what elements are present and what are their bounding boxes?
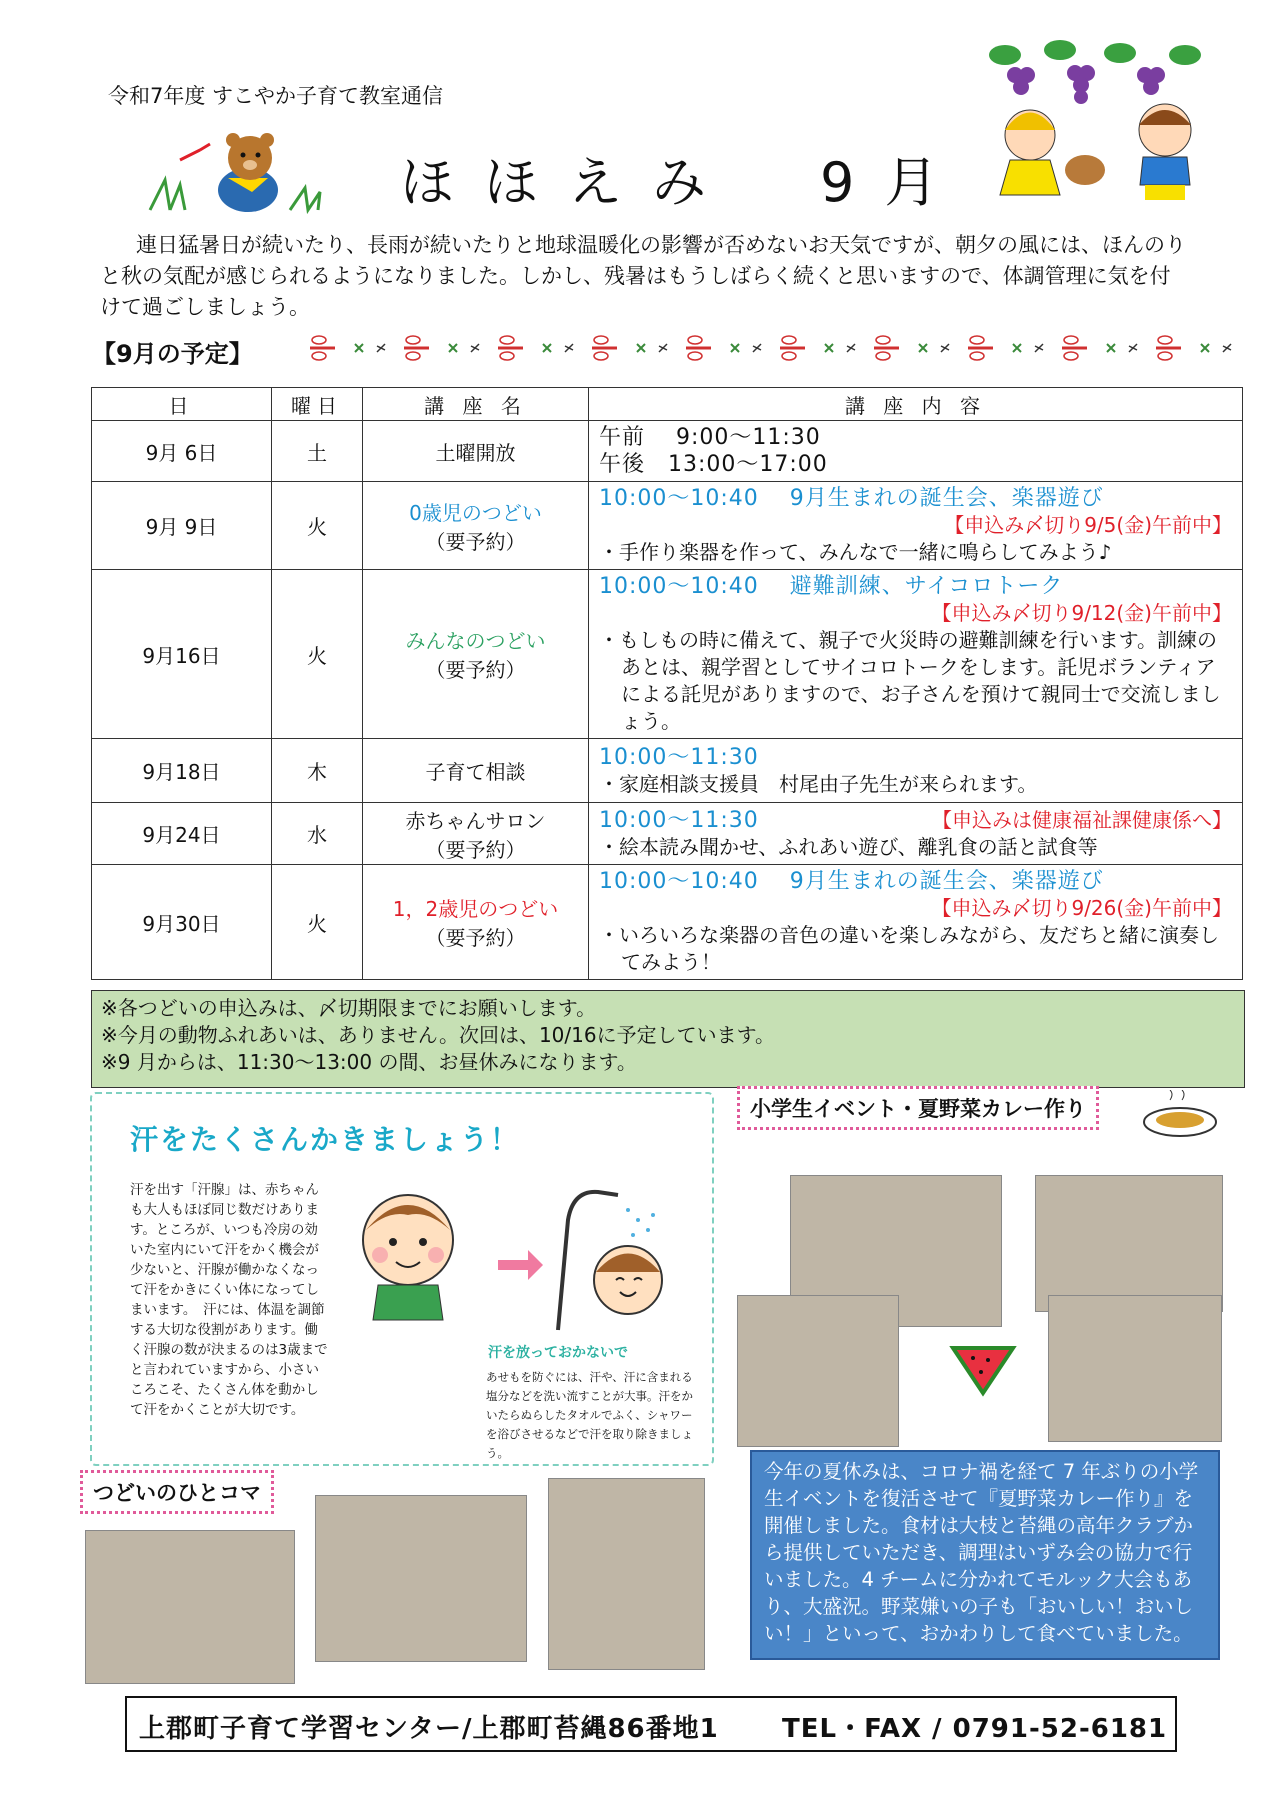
row-time-line [599, 807, 1232, 834]
row-deadline: 【申込み〆切り9/5(金)午前中】 [944, 513, 1232, 537]
row-morning: 午前 9:00～11:30 [599, 425, 821, 450]
row-content [589, 739, 1243, 803]
note-line: ※9 月からは、11:30～13:00 の間、お昼休みになります。 [101, 1050, 637, 1074]
snapshot-photo-garden [315, 1495, 527, 1662]
row-date: 9月16日 [92, 570, 272, 739]
row-deadline: 【申込み〆切り9/12(金)午前中】 [931, 601, 1232, 625]
row-content [589, 570, 1243, 739]
row-day: 火 [272, 482, 363, 570]
row-date: 9月 9日 [92, 482, 272, 570]
row-course [363, 803, 589, 865]
row-content [589, 803, 1243, 865]
kids-grape-illustration [975, 35, 1225, 205]
column-header-course: 講 座 名 [363, 388, 589, 421]
course-name: 1，2歳児のつどい [392, 897, 559, 921]
course-name: 0歳児のつどい [409, 500, 542, 525]
row-content [589, 482, 1243, 570]
row-day: 火 [272, 865, 363, 980]
row-deadline: 【申込みは健康福祉課健康係へ】 [932, 807, 1232, 832]
row-afternoon: 午後 13:00～17:00 [599, 452, 828, 477]
sweat-subtitle: 汗を放っておかないで [488, 1345, 628, 1361]
row-content [589, 865, 1243, 980]
row-description: ・絵本読み聞かせ、ふれあい遊び、離乳食の話と試食等 [599, 834, 1098, 859]
bear-illustration [140, 130, 330, 215]
row-description: ・もしもの時に備えて、親子で火災時の避難訓練を行います。訓練のあとは、親学習としてサイコロトークをします。託児ボランティアによる託児がありますので、お子さんを預けて親同士で交流しましょう。 [599, 628, 1221, 733]
row-day: 土 [272, 421, 363, 482]
footer-contact [125, 1696, 1177, 1752]
note-line: ※今月の動物ふれあいは、ありません。次回は、10/16に予定しています。 [101, 1023, 775, 1047]
note-line: ※各つどいの申込みは、〆切期限までにお願いします。 [101, 996, 597, 1020]
row-deadline: 【申込み〆切り9/26(金)午前中】 [931, 896, 1232, 920]
event-photo-kitchen [737, 1295, 899, 1447]
event-tag: 小学生イベント・夏野菜カレー作り [737, 1086, 1099, 1130]
column-header-day: 曜日 [272, 388, 363, 421]
newsletter-subtitle: 令和7年度 すこやか子育て教室通信 [108, 84, 444, 108]
column-header-date: 日 [92, 388, 272, 421]
row-date: 9月30日 [92, 865, 272, 980]
snapshot-photo-room [85, 1530, 295, 1684]
course-name: みんなのつどい [405, 629, 546, 653]
row-time: 10:00～11:30 [599, 807, 759, 833]
course-name: 赤ちゃんサロン [405, 808, 546, 833]
intro-paragraph: 連日猛暑日が続いたり、長雨が続いたりと地球温暖化の影響が否めないお天気ですが、朝夕の風には、ほんのりと秋の気配が感じられるようになりました。しかし、残暑はもうしばらく続くと思いますので、体調管理に気を付けて過ごしましょう。 [100, 233, 1186, 319]
row-content [589, 421, 1243, 482]
sweat-title: 汗をたくさんかきましょう！ [130, 1123, 521, 1156]
table-row [92, 865, 1243, 980]
row-course [363, 865, 589, 980]
row-time: 10:00～10:40 9月生まれの誕生会、楽器遊び [599, 869, 1104, 894]
column-header-content: 講 座 内 容 [589, 388, 1243, 421]
row-course: 子育て相談 [363, 739, 589, 803]
table-row [92, 482, 1243, 570]
reserve-note: （要予約） [425, 837, 526, 862]
row-date: 9月 6日 [92, 421, 272, 482]
curry-icon [1140, 1090, 1220, 1140]
sweat-subtext: あせもを防ぐには、汗や、汗に含まれる塩分などを洗い流すことが大事。汗をかいたらぬらしたタオルでふく、シャワーを浴びさせるなどで汗を取り除きましょう。 [486, 1370, 693, 1460]
footer-phone: TEL・FAX / 0791-52-6181 [782, 1714, 1168, 1744]
event-photo-eating [1048, 1295, 1222, 1442]
row-date: 9月24日 [92, 803, 272, 865]
table-header-row [92, 388, 1243, 421]
row-course [363, 482, 589, 570]
row-day: 木 [272, 739, 363, 803]
row-description: ・いろいろな楽器の音色の違いを楽しみながら、友だちと緒に演奏してみよう！ [599, 923, 1219, 974]
row-time: 10:00～10:40 避難訓練、サイコロトーク [599, 574, 1064, 599]
reserve-note: （要予約） [425, 529, 526, 554]
row-date: 9月18日 [92, 739, 272, 803]
event-photo-hall [1035, 1175, 1223, 1312]
snapshot-photo-pool [548, 1478, 705, 1670]
row-course: 土曜開放 [363, 421, 589, 482]
table-row [92, 739, 1243, 803]
event-description: 今年の夏休みは、コロナ禍を経て 7 年ぶりの小学生イベントを復活させて『夏野菜カレー作り』を開催しました。食材は大枝と苔縄の高年クラブから提供していただき、調理はいずみ会の協力で行いました。4 チームに分かれてモルック大会もあり、大盛況。野菜嫌いの子も「おいしい！おいしい！」といって、おかわりして食べていました。 [750, 1450, 1220, 1660]
schedule-heading: 【9月の予定】 [92, 340, 253, 368]
newsletter-title: ほほえみ 9月 [400, 151, 969, 214]
row-description: ・家庭相談支援員 村尾由子先生が来られます。 [599, 771, 1038, 796]
row-day: 火 [272, 570, 363, 739]
row-time: 10:00～11:30 [599, 744, 759, 770]
sweat-text: 汗を出す「汗腺」は、赤ちゃんも大人もほぼ同じ数だけあります。ところが、いつも冷房の効いた室内にいて汗をかく機会が少ないと、汗腺が働かなくなって汗をかきにくい体になってしまいます。 汗には、体温を調節する大切な役割があります。働く汗腺の数が決まるのは3歳までと言われていますから、小さいころこそ、たくさん体を動かして汗をかくことが大切です。 [130, 1182, 328, 1418]
dragonfly-border-icon [305, 330, 1235, 366]
row-time: 10:00～10:40 9月生まれの誕生会、楽器遊び [599, 486, 1104, 511]
table-row [92, 421, 1243, 482]
schedule-table [91, 387, 1243, 980]
table-row [92, 570, 1243, 739]
footer-address: 上郡町子育て学習センター/上郡町苔縄86番地1 [139, 1714, 719, 1744]
watermelon-icon [948, 1338, 1018, 1398]
child-shower-illustration [338, 1180, 698, 1350]
notes-box [91, 990, 1245, 1088]
snapshot-tag: つどいのひとコマ [80, 1470, 274, 1514]
row-course [363, 570, 589, 739]
row-description: ・手作り楽器を作って、みんなで一緒に鳴らしてみよう♪ [599, 540, 1112, 564]
row-day: 水 [272, 803, 363, 865]
reserve-note: （要予約） [425, 658, 526, 682]
table-row [92, 803, 1243, 865]
reserve-note: （要予約） [425, 926, 526, 950]
